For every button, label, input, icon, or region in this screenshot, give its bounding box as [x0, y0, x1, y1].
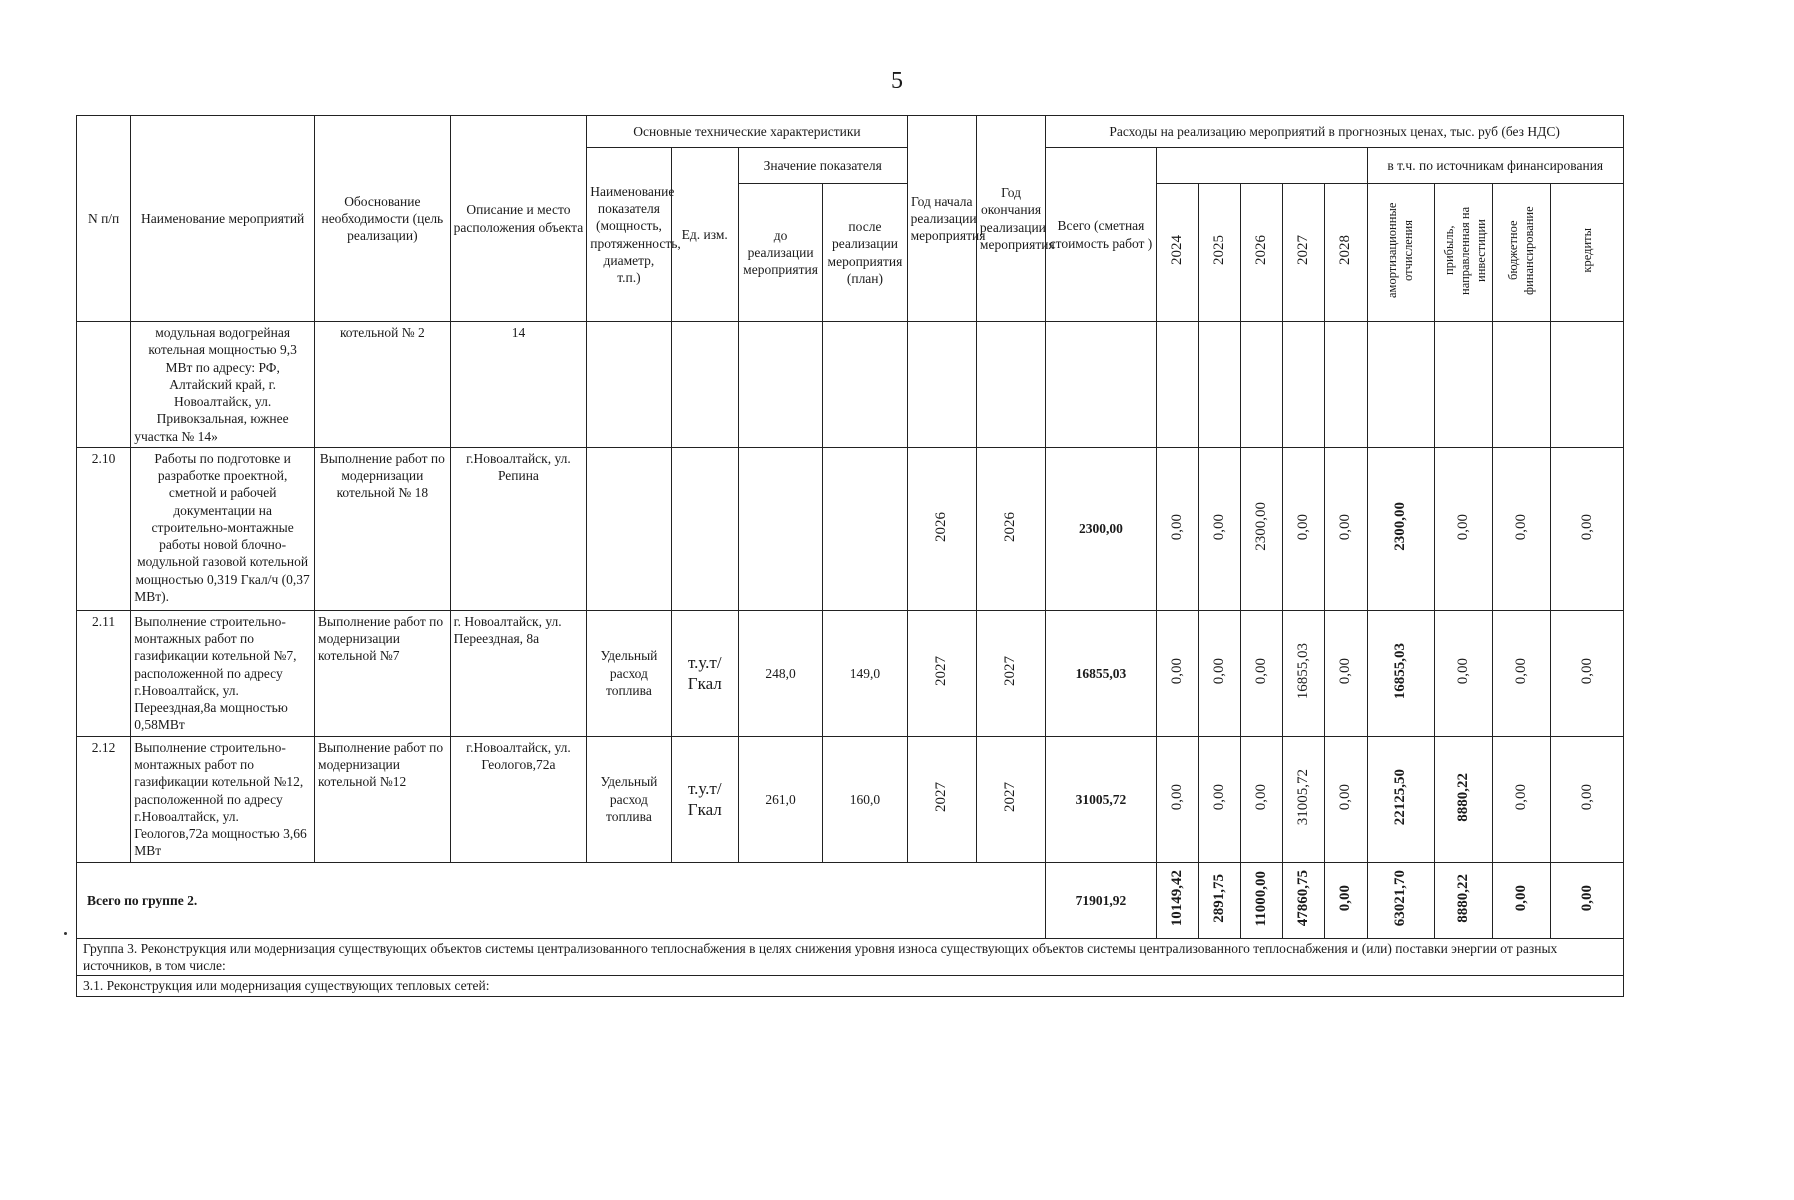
- row-year-value: 0,00: [1241, 610, 1283, 736]
- row-after: 149,0: [823, 610, 907, 736]
- row-source-value: 22125,50: [1367, 736, 1434, 862]
- row-after: 160,0: [823, 736, 907, 862]
- row-year-value: 0,00: [1241, 736, 1283, 862]
- row-source-value: 2300,00: [1367, 447, 1434, 610]
- total-source-value: 0,00: [1551, 862, 1624, 938]
- header-justification: Обоснование необходимости (цель реализации): [315, 116, 451, 322]
- row-source-value: 0,00: [1434, 610, 1492, 736]
- header-before: до реализации мероприятия: [738, 184, 822, 322]
- row-year-value: 31005,72: [1283, 736, 1325, 862]
- row-year-start: 2026: [907, 447, 976, 610]
- row-description: г. Новоалтайск, ул. Переездная, 8а: [450, 610, 587, 736]
- total-source-value: 8880,22: [1434, 862, 1492, 938]
- header-source-amortization: амортизационные отчисления: [1367, 184, 1434, 322]
- header-incl-sources: в т.ч. по источникам финансирования: [1367, 148, 1623, 184]
- row-unit: т.у.т/Гкал: [671, 736, 738, 862]
- table-row: [77, 610, 1624, 736]
- total-source-value: 0,00: [1493, 862, 1551, 938]
- row-year-value: 0,00: [1156, 447, 1198, 610]
- row-justification: Выполнение работ по модернизации котельной №12: [315, 736, 451, 862]
- row-num: 2.11: [77, 610, 131, 736]
- header-source-credits: кредиты: [1551, 184, 1624, 322]
- total-source-value: 63021,70: [1367, 862, 1434, 938]
- row-year-end: 2027: [976, 736, 1045, 862]
- total-year-value: 0,00: [1325, 862, 1367, 938]
- header-years-group: [1156, 148, 1367, 184]
- total-year-value: 10149,42: [1156, 862, 1198, 938]
- row-source-value: 0,00: [1551, 447, 1624, 610]
- row-before: 261,0: [738, 736, 822, 862]
- row-justification: котельной № 2: [315, 322, 451, 448]
- table-row: [77, 322, 1624, 448]
- header-year-2028: 2028: [1325, 184, 1367, 322]
- row-after: [823, 447, 907, 610]
- row-name: Выполнение строительно-монтажных работ по газификации котельной №7, расположенной по адресу г.Новоалтайск, ул. Переездная,8а мощностью 0,58МВт: [131, 610, 315, 736]
- row-indicator: [587, 447, 671, 610]
- row-before: [738, 447, 822, 610]
- row-name: модульная водогрейная котельная мощностью 9,3 МВт по адресу: РФ, Алтайский край, г. Новоалтайск, ул. Привокзальная, южнее участка № 14»: [131, 322, 315, 448]
- row-source-value: 0,00: [1551, 736, 1624, 862]
- row-year-end: 2027: [976, 610, 1045, 736]
- group-3-heading: Группа 3. Реконструкция или модернизация существующих объектов системы централизованного теплоснабжения в целях снижения уровня износа существующих объектов системы централизованного теплоснабжения и (или) поставки энергии от разных источников, в том числе:: [77, 938, 1624, 976]
- row-unit: [671, 447, 738, 610]
- header-after: после реализации мероприятия (план): [823, 184, 907, 322]
- row-indicator: Удельный расход топлива: [587, 736, 671, 862]
- header-description: Описание и место расположения объекта: [450, 116, 587, 322]
- row-unit: т.у.т/Гкал: [671, 610, 738, 736]
- total-sum: 71901,92: [1046, 862, 1156, 938]
- row-name: Работы по подготовке и разработке проектной, сметной и рабочей документации на строительно-монтажные работы новой блочно-модульной газовой котельной мощностью 0,319 Гкал/ч (0,37 МВт).: [131, 447, 315, 610]
- header-year-start: Год начала реализации мероприятия: [907, 116, 976, 322]
- row-year-value: 0,00: [1198, 447, 1240, 610]
- scan-dot: [64, 932, 67, 935]
- row-description: г.Новоалтайск, ул. Геологов,72а: [450, 736, 587, 862]
- header-total: Всего (сметная стоимость работ ): [1046, 148, 1156, 322]
- row-year-value: 0,00: [1325, 610, 1367, 736]
- header-year-2025: 2025: [1198, 184, 1240, 322]
- row-source-value: 0,00: [1493, 610, 1551, 736]
- total-year-value: 11000,00: [1241, 862, 1283, 938]
- row-name: Выполнение строительно-монтажных работ по газификации котельной №12, расположенной по адресу г.Новоалтайск, ул. Геологов,72а мощностью 3,66 МВт: [131, 736, 315, 862]
- header-tech-chars: Основные технические характеристики: [587, 116, 907, 148]
- header-year-2026: 2026: [1241, 184, 1283, 322]
- section-3-1-heading: 3.1. Реконструкция или модернизация существующих тепловых сетей:: [77, 976, 1624, 996]
- total-year-value: 47860,75: [1283, 862, 1325, 938]
- row-year-value: 0,00: [1156, 736, 1198, 862]
- row-year-value: 0,00: [1283, 447, 1325, 610]
- row-justification: Выполнение работ по модернизации котельной № 18: [315, 447, 451, 610]
- header-year-2024: 2024: [1156, 184, 1198, 322]
- header-num: N п/п: [77, 116, 131, 322]
- header-indicator-name: Наименование показателя (мощность, протяженность, диаметр, т.п.): [587, 148, 671, 322]
- row-description: 14: [450, 322, 587, 448]
- row-year-value: 0,00: [1198, 736, 1240, 862]
- header-year-end: Год окончания реализации мероприятия: [976, 116, 1045, 322]
- header-expenses: Расходы на реализацию мероприятий в прогнозных ценах, тыс. руб (без НДС): [1046, 116, 1624, 148]
- row-total: 31005,72: [1046, 736, 1156, 862]
- total-label: Всего по группе 2.: [77, 862, 1046, 938]
- header-name: Наименование мероприятий: [131, 116, 315, 322]
- row-source-value: 0,00: [1551, 610, 1624, 736]
- header-year-2027: 2027: [1283, 184, 1325, 322]
- row-total: 16855,03: [1046, 610, 1156, 736]
- investment-program-table: [76, 115, 1624, 997]
- page-number: 5: [891, 68, 903, 94]
- row-year-value: 0,00: [1325, 736, 1367, 862]
- row-year-value: 2300,00: [1241, 447, 1283, 610]
- total-year-value: 2891,75: [1198, 862, 1240, 938]
- total-row: [77, 862, 1624, 938]
- header-source-profit: прибыль, направленная на инвестиции: [1434, 184, 1492, 322]
- row-year-end: 2026: [976, 447, 1045, 610]
- row-year-value: 0,00: [1156, 610, 1198, 736]
- table-row: [77, 736, 1624, 862]
- row-num: 2.12: [77, 736, 131, 862]
- row-year-value: 0,00: [1198, 610, 1240, 736]
- row-justification: Выполнение работ по модернизации котельной №7: [315, 610, 451, 736]
- row-source-value: 0,00: [1493, 736, 1551, 862]
- header-unit: Ед. изм.: [671, 148, 738, 322]
- row-num: 2.10: [77, 447, 131, 610]
- row-before: 248,0: [738, 610, 822, 736]
- row-source-value: 16855,03: [1367, 610, 1434, 736]
- row-indicator: Удельный расход топлива: [587, 610, 671, 736]
- row-year-start: 2027: [907, 736, 976, 862]
- header-indicator-value: Значение показателя: [738, 148, 907, 184]
- table-row: [77, 447, 1624, 610]
- row-total: 2300,00: [1046, 447, 1156, 610]
- row-description: г.Новоалтайск, ул. Репина: [450, 447, 587, 610]
- row-year-value: 0,00: [1325, 447, 1367, 610]
- header-source-budget: бюджетное финансирование: [1493, 184, 1551, 322]
- row-source-value: 0,00: [1493, 447, 1551, 610]
- row-source-value: 0,00: [1434, 447, 1492, 610]
- row-year-start: 2027: [907, 610, 976, 736]
- row-year-value: 16855,03: [1283, 610, 1325, 736]
- row-source-value: 8880,22: [1434, 736, 1492, 862]
